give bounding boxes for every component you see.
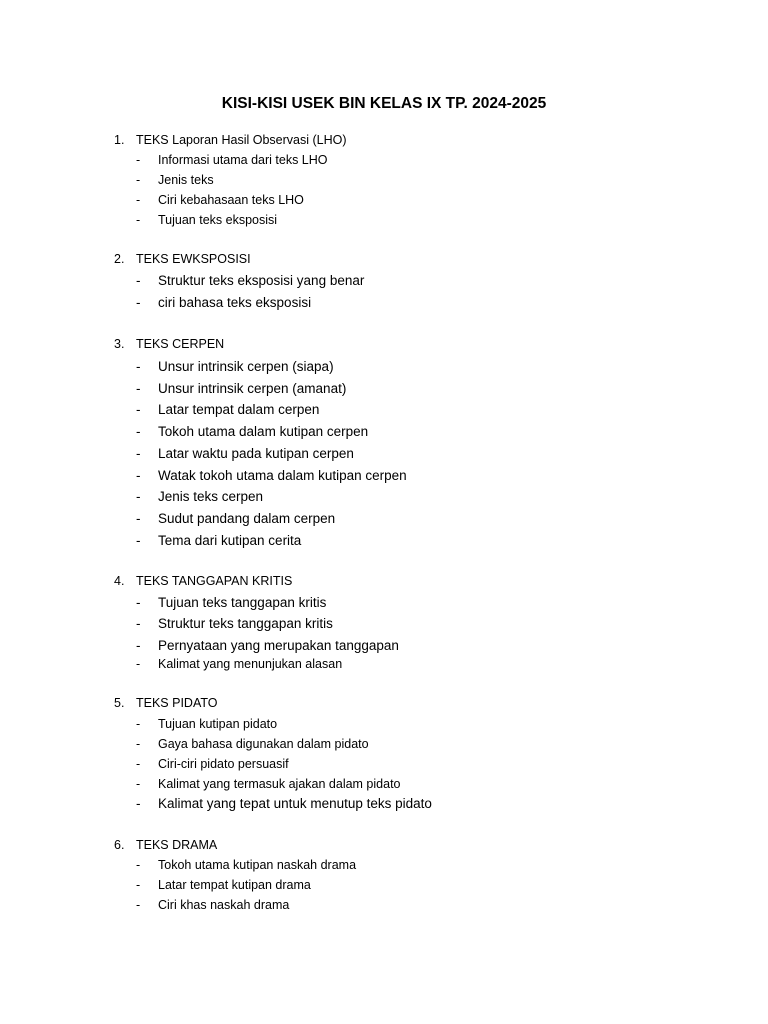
list-item: Watak tokoh utama dalam kutipan cerpen: [158, 468, 407, 483]
list-item: Kalimat yang menunjukan alasan: [158, 657, 343, 671]
list-item: Latar waktu pada kutipan cerpen: [158, 446, 354, 461]
section-title: TEKS CERPEN: [136, 337, 225, 351]
list-bullet: -: [136, 446, 141, 461]
section-number: 2.: [114, 252, 125, 266]
list-bullet: -: [136, 796, 141, 811]
section-title: TEKS EWKSPOSISI: [136, 252, 251, 266]
list-item: Ciri kebahasaan teks LHO: [158, 193, 304, 207]
list-bullet: -: [136, 757, 141, 771]
section-title: TEKS PIDATO: [136, 696, 218, 710]
list-bullet: -: [136, 638, 141, 653]
list-item: Ciri-ciri pidato persuasif: [158, 757, 289, 771]
list-bullet: -: [136, 717, 141, 731]
list-bullet: -: [136, 213, 141, 227]
list-bullet: -: [136, 295, 141, 310]
list-bullet: -: [136, 858, 141, 872]
list-item: Tujuan teks eksposisi: [158, 213, 278, 227]
section-number: 5.: [114, 696, 125, 710]
list-bullet: -: [136, 878, 141, 892]
section-title: TEKS TANGGAPAN KRITIS: [136, 574, 293, 588]
list-item: Tujuan teks tanggapan kritis: [158, 595, 327, 610]
list-bullet: -: [136, 489, 141, 504]
list-bullet: -: [136, 402, 141, 417]
section-title: TEKS DRAMA: [136, 838, 218, 852]
list-item: Kalimat yang termasuk ajakan dalam pidato: [158, 777, 401, 791]
list-item: Struktur teks tanggapan kritis: [158, 616, 333, 631]
list-item: Tema dari kutipan cerita: [158, 533, 302, 548]
list-item: Unsur intrinsik cerpen (siapa): [158, 359, 334, 374]
section-number: 1.: [114, 133, 125, 147]
section-number: 4.: [114, 574, 125, 588]
section-title: TEKS Laporan Hasil Observasi (LHO): [136, 133, 347, 147]
list-bullet: -: [136, 153, 141, 167]
list-item: Sudut pandang dalam cerpen: [158, 511, 336, 526]
list-bullet: -: [136, 595, 141, 610]
list-bullet: -: [136, 273, 141, 288]
list-bullet: -: [136, 511, 141, 526]
list-item: Ciri khas naskah drama: [158, 898, 290, 912]
list-bullet: -: [136, 468, 141, 483]
list-bullet: -: [136, 737, 141, 751]
list-bullet: -: [136, 193, 141, 207]
section-number: 3.: [114, 337, 125, 351]
list-item: Kalimat yang tepat untuk menutup teks pidato: [158, 796, 432, 811]
list-bullet: -: [136, 381, 141, 396]
page-title: KISI-KISI USEK BIN KELAS IX TP. 2024-2025: [221, 95, 547, 112]
list-item: Latar tempat kutipan drama: [158, 878, 311, 892]
list-item: Struktur teks eksposisi yang benar: [158, 273, 365, 288]
list-item: Tokoh utama kutipan naskah drama: [158, 858, 357, 872]
section-number: 6.: [114, 838, 125, 852]
list-bullet: -: [136, 533, 141, 548]
list-item: Gaya bahasa digunakan dalam pidato: [158, 737, 369, 751]
list-item: Unsur intrinsik cerpen (amanat): [158, 381, 347, 396]
list-bullet: -: [136, 777, 141, 791]
list-bullet: -: [136, 424, 141, 439]
list-item: Tokoh utama dalam kutipan cerpen: [158, 424, 369, 439]
list-item: Latar tempat dalam cerpen: [158, 402, 320, 417]
list-bullet: -: [136, 898, 141, 912]
list-item: Tujuan kutipan pidato: [158, 717, 278, 731]
list-item: ciri bahasa teks eksposisi: [158, 295, 312, 310]
list-bullet: -: [136, 657, 141, 671]
list-bullet: -: [136, 616, 141, 631]
list-bullet: -: [136, 173, 141, 187]
list-bullet: -: [136, 359, 141, 374]
list-item: Informasi utama dari teks LHO: [158, 153, 328, 167]
list-item: Jenis teks: [158, 173, 214, 187]
list-item: Jenis teks cerpen: [158, 489, 264, 504]
list-item: Pernyataan yang merupakan tanggapan: [158, 638, 399, 653]
